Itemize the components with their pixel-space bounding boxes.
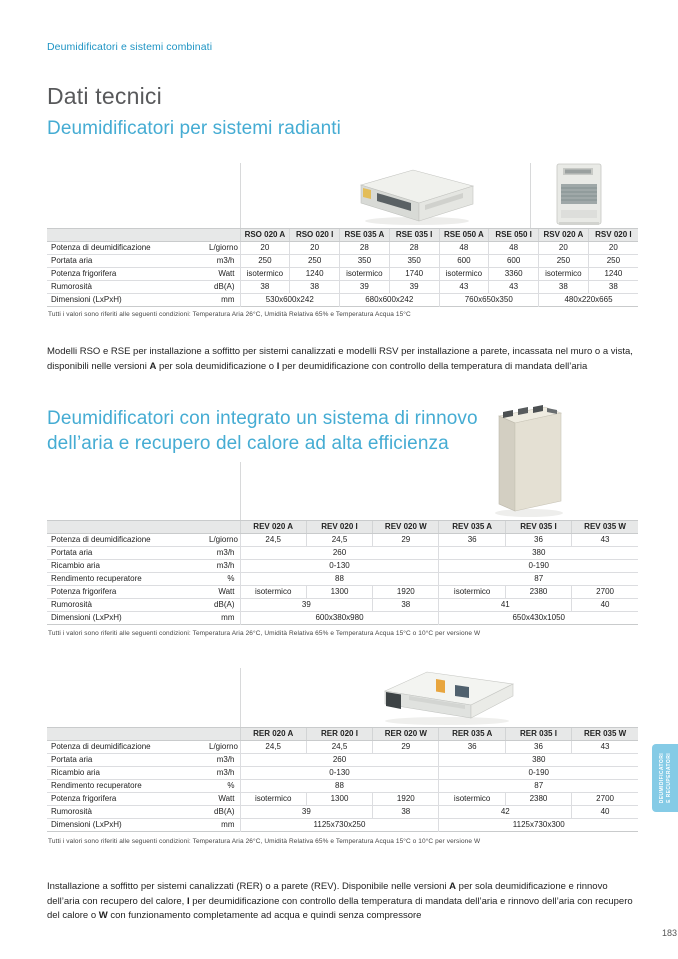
table-cell: 38 [588,281,638,294]
table-cell: 39 [240,806,373,819]
table-cell: 29 [373,534,439,547]
column-header: RER 035 I [505,728,571,741]
row-label: Rumorosità [51,600,92,609]
table-cell: 43 [439,281,489,294]
table-cell: 2700 [572,586,638,599]
table-cell: 20 [240,242,290,255]
row-label: Dimensioni (LxPxH) [51,820,122,829]
table-row [47,754,638,767]
column-header: RER 035 W [572,728,638,741]
table-cell: 38 [240,281,290,294]
table-row [47,586,638,599]
column-header: RSO 020 I [290,229,340,242]
section-title-rinnovo-aria: Deumidificatori con integrato un sistema di rinnovo dell’aria e recupero del calore ad alta efficienza [47,408,478,454]
table-cell: 38 [373,806,439,819]
table-cell: 24,5 [240,534,306,547]
bold-version-letter: W [98,910,108,921]
table-cell: 38 [373,599,439,612]
row-unit: L/giorno [209,243,238,252]
breadcrumb: Deumidificatori e sistemi combinati [47,41,213,53]
table-cell: 1920 [373,793,439,806]
table-row [47,612,638,625]
table-row [47,767,638,780]
product-image-rso-rse-ceiling-unit [345,164,485,226]
row-unit: % [227,574,235,583]
table-rev [47,520,638,625]
row-unit: m3/h [216,548,235,557]
row-label: Potenza di deumidificazione [51,742,151,751]
table-cell: 40 [572,806,638,819]
column-header: RER 035 A [439,728,505,741]
row-label: Rendimento recuperatore [51,781,142,790]
paragraph-text: con funzionamento completamente ad acqua e quindi senza compressore [107,910,422,921]
table-corner-cell [47,521,240,534]
table-row [47,741,638,754]
column-header: REV 020 I [306,521,372,534]
row-label: Rumorosità [51,807,92,816]
column-divider [240,668,241,727]
table-cell: isotermico [240,268,290,281]
table-cell: 680x600x242 [340,294,440,307]
table-cell: isotermico [240,793,306,806]
row-label: Potenza frigorifera [51,794,117,803]
row-unit: dB(A) [214,600,235,609]
table-cell: 250 [539,255,589,268]
row-unit: dB(A) [214,807,235,816]
table-cell: 2380 [505,586,571,599]
table-cell: 87 [439,573,638,586]
row-label: Potenza frigorifera [51,269,117,278]
table-cell: 24,5 [306,741,372,754]
table-rer [47,727,638,832]
bold-version-letter: A [149,360,157,372]
paragraph-text: per sola deumidificazione e rinnovo dell’aria con recupero del calore, [47,881,608,907]
column-header: RSE 035 A [340,229,390,242]
column-divider [530,163,531,228]
row-unit: m3/h [216,256,235,265]
row-unit: Watt [218,587,235,596]
table-cell: 1740 [389,268,439,281]
table-row [47,294,638,307]
table-cell: 380 [439,754,638,767]
column-header: RSV 020 A [539,229,589,242]
table-cell: 480x220x665 [539,294,639,307]
paragraph-text: per deumidificazione con controllo della temperatura di mandata dell’aria [279,360,588,372]
page-number: 183 [661,928,677,938]
table-cell: 38 [539,281,589,294]
table-cell: 0-190 [439,767,638,780]
table-cell: 39 [240,599,373,612]
table-cell: 41 [439,599,572,612]
table-cell: 88 [240,780,439,793]
column-divider [240,462,241,520]
table-cell: isotermico [439,586,505,599]
table-header-row [47,521,638,534]
table-cell: 650x430x1050 [439,612,638,625]
bold-version-letter: I [276,360,280,372]
side-tab-deumidificatori-recuperatori[interactable] [652,744,678,812]
table-cell: 36 [439,534,505,547]
table-cell: 380 [439,547,638,560]
paragraph-text: Installazione a soffitto per sistemi canalizzati (RER) o a parete (REV). Disponibile nelle versioni [47,881,450,892]
table-cell: 36 [505,534,571,547]
table-cell: 36 [505,741,571,754]
column-header: REV 020 W [373,521,439,534]
table-row [47,268,638,281]
column-header: RSE 050 A [439,229,489,242]
row-label: Ricambio aria [51,768,100,777]
table-footnote: Tutti i valori sono riferiti alle seguenti condizioni: Temperatura Aria 26°C, Umidità Relativa 65% e Temperatura Acqua 15°C o 10°C per versione W [48,630,481,637]
table-cell: 3360 [489,268,539,281]
paragraph-text: per deumidificazione con controllo della temperatura di mandata dell’aria e rinnovo dell’aria con recupero del calore o [47,895,633,921]
column-header: REV 035 I [505,521,571,534]
column-header: RER 020 A [240,728,306,741]
table-cell: 1240 [588,268,638,281]
row-label: Potenza frigorifera [51,587,117,596]
column-header: REV 020 A [240,521,306,534]
row-unit: Watt [218,794,235,803]
table-cell: 24,5 [306,534,372,547]
paragraph-text: Modelli RSO e RSE per installazione a soffitto per sistemi canalizzati e modelli RSV per installazione a parete, incassata nel muro o a vista, disponibili nelle versioni [47,346,633,372]
table-cell: 36 [439,741,505,754]
table-cell: 250 [240,255,290,268]
row-unit: mm [221,295,235,304]
table-header-row [47,728,638,741]
row-unit: m3/h [216,768,235,777]
table-cell: 40 [572,599,638,612]
row-label: Portata aria [51,548,93,557]
product-image-rev-tower-unit [487,396,575,519]
table-cell: isotermico [340,268,390,281]
table-cell: 0-190 [439,560,638,573]
table-cell: 48 [439,242,489,255]
table-row [47,573,638,586]
table-cell: 2700 [572,793,638,806]
row-unit: % [227,781,235,790]
row-unit: Watt [218,269,235,278]
paragraph-rso-rse [47,345,638,374]
table-row [47,599,638,612]
table-cell: 1240 [290,268,340,281]
row-unit: L/giorno [209,535,238,544]
table-cell: 760x650x350 [439,294,539,307]
table-cell: 20 [539,242,589,255]
bold-version-letter: A [449,881,457,892]
column-header: REV 035 A [439,521,505,534]
table-cell: 600 [489,255,539,268]
table-cell: 38 [290,281,340,294]
table-cell: 1125x730x250 [240,819,439,832]
table-cell: 0-130 [240,767,439,780]
table-corner-cell [47,728,240,741]
table-cell: 0-130 [240,560,439,573]
table-cell: 43 [572,534,638,547]
table-sistemi-radianti [47,228,638,307]
row-unit: L/giorno [209,742,238,751]
table-cell: 39 [389,281,439,294]
table-row [47,560,638,573]
table-cell: 260 [240,547,439,560]
column-header: RSV 020 I [588,229,638,242]
page-title: Dati tecnici [47,83,162,109]
table-cell: isotermico [439,793,505,806]
table-cell: isotermico [240,586,306,599]
table-cell: 600 [439,255,489,268]
product-image-rer-ceiling-unit [369,663,524,727]
table-cell: 350 [389,255,439,268]
table-cell: 48 [489,242,539,255]
table-cell: 42 [439,806,572,819]
table-row [47,793,638,806]
column-header: REV 035 W [572,521,638,534]
table-cell: 1920 [373,586,439,599]
table-row [47,281,638,294]
table-footnote: Tutti i valori sono riferiti alle seguenti condizioni: Temperatura Aria 26°C, Umidità Relativa 65% e Temperatura Acqua 15°C [48,311,411,318]
column-header: RER 020 I [306,728,372,741]
table-footnote: Tutti i valori sono riferiti alle seguenti condizioni: Temperatura Aria 26°C, Umidità Relativa 65% e Temperatura Acqua 15°C o 10°C per versione W [48,838,481,845]
table-row [47,806,638,819]
table-cell: 20 [588,242,638,255]
column-divider [240,163,241,228]
table-cell: 43 [489,281,539,294]
row-label: Portata aria [51,256,93,265]
table-cell: 24,5 [240,741,306,754]
table-cell: 29 [373,741,439,754]
table-header-row [47,229,638,242]
table-cell: 600x380x980 [240,612,439,625]
column-header: RSE 035 I [389,229,439,242]
paragraph-text: per sola deumidificazione o [156,360,277,372]
table-cell: 20 [290,242,340,255]
table-cell: isotermico [439,268,489,281]
table-row [47,547,638,560]
table-cell: 28 [340,242,390,255]
table-cell: 1125x730x300 [439,819,638,832]
row-label: Dimensioni (LxPxH) [51,295,122,304]
column-header: RER 020 W [373,728,439,741]
table-row [47,255,638,268]
table-cell: 250 [290,255,340,268]
table-cell: 350 [340,255,390,268]
table-cell: 87 [439,780,638,793]
section-title-radianti: Deumidificatori per sistemi radianti [47,118,341,139]
row-unit: mm [221,613,235,622]
row-label: Potenza di deumidificazione [51,535,151,544]
table-row [47,242,638,255]
side-tab-label-line2: E RECUPERATORI [665,753,672,803]
table-corner-cell [47,229,240,242]
row-unit: dB(A) [214,282,235,291]
table-cell: 2380 [505,793,571,806]
table-cell: 28 [389,242,439,255]
row-unit: m3/h [216,755,235,764]
row-label: Dimensioni (LxPxH) [51,613,122,622]
table-row [47,534,638,547]
table-cell: 39 [340,281,390,294]
table-cell: isotermico [539,268,589,281]
table-cell: 1300 [306,586,372,599]
row-label: Ricambio aria [51,561,100,570]
table-row [47,780,638,793]
row-unit: mm [221,820,235,829]
table-cell: 530x600x242 [240,294,340,307]
table-cell: 1300 [306,793,372,806]
row-label: Rendimento recuperatore [51,574,142,583]
column-header: RSO 020 A [240,229,290,242]
table-cell: 260 [240,754,439,767]
table-cell: 43 [572,741,638,754]
table-cell: 250 [588,255,638,268]
product-image-rsv-wall-unit [550,162,608,228]
bold-version-letter: I [186,895,190,907]
row-label: Potenza di deumidificazione [51,243,151,252]
row-label: Portata aria [51,755,93,764]
row-unit: m3/h [216,561,235,570]
side-tab-label-line1: DEUMIDIFICATORI [658,752,665,804]
paragraph-rer-rev [47,880,638,924]
row-label: Rumorosità [51,282,92,291]
table-row [47,819,638,832]
column-header: RSE 050 I [489,229,539,242]
table-cell: 88 [240,573,439,586]
